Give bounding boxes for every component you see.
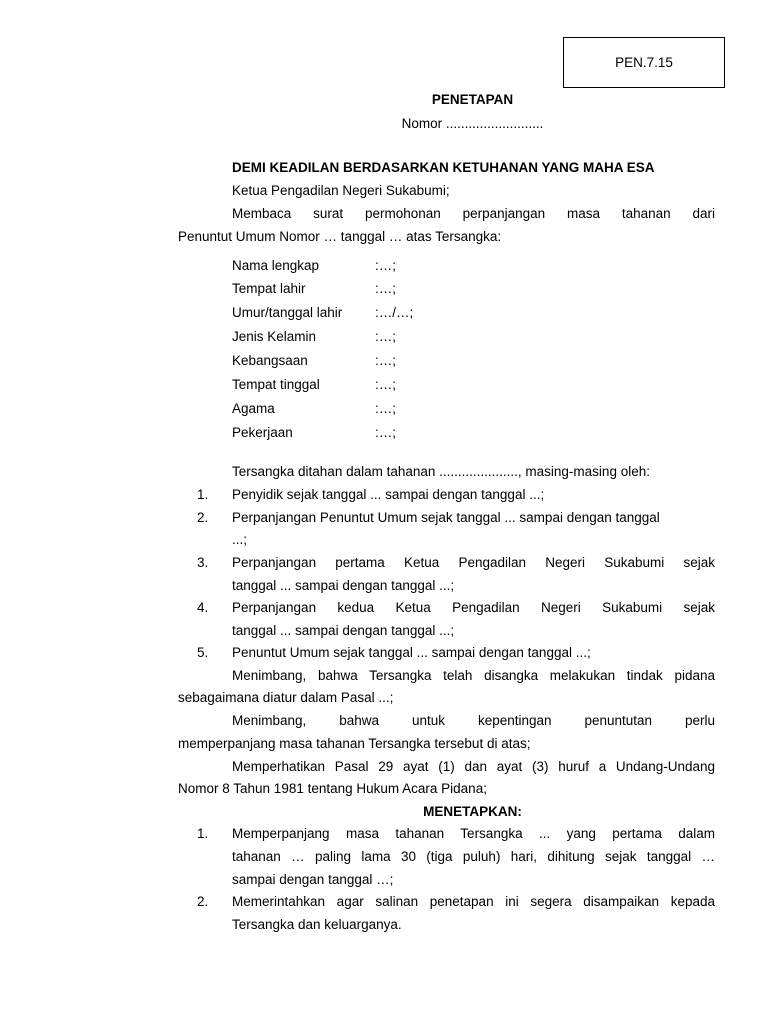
field-value: :…;	[375, 425, 397, 440]
list-text: Perpanjangan kedua Ketua Pengadilan Negeri Sukabumi sejak	[232, 600, 715, 615]
menimbang-1-line-2: sebagaimana diatur dalam Pasal ...;	[178, 690, 394, 705]
field-value: :…/…;	[375, 305, 414, 320]
field-label: Kebangsaan	[232, 353, 308, 368]
field-label: Nama lengkap	[232, 258, 320, 273]
memperhatikan-line-1: Memperhatikan Pasal 29 ayat (1) dan ayat (3) huruf a Undang-Undang	[232, 759, 715, 774]
field-label: Tempat tinggal	[232, 377, 320, 392]
list-number: 3.	[197, 555, 209, 570]
list-number: 1.	[197, 826, 209, 841]
field-label: Jenis Kelamin	[232, 329, 317, 344]
field-label: Agama	[232, 401, 275, 416]
membaca-line-1: Membaca surat permohonan perpanjangan masa tahanan dari	[232, 206, 715, 221]
form-code-box	[563, 37, 725, 88]
detention-intro: Tersangka ditahan dalam tahanan ....................., masing-masing oleh:	[232, 464, 650, 479]
list-text: Memerintahkan agar salinan penetapan ini segera disampaikan kepada	[232, 894, 715, 909]
list-text: Perpanjangan Penuntut Umum sejak tanggal ... sampai dengan tanggal	[232, 510, 660, 525]
document-title: PENETAPAN	[431, 92, 514, 107]
list-text: Penyidik sejak tanggal ... sampai dengan tanggal ...;	[232, 487, 545, 502]
field-label: Umur/tanggal lahir	[232, 305, 343, 320]
list-text-cont: Tersangka dan keluarganya.	[232, 917, 402, 932]
field-value: :…;	[375, 353, 397, 368]
field-value: :…;	[375, 281, 397, 296]
memperhatikan-line-2: Nomor 8 Tahun 1981 tentang Hukum Acara Pidana;	[178, 781, 487, 796]
membaca-line-2: Penuntut Umum Nomor … tanggal … atas Tersangka:	[178, 229, 502, 244]
list-number: 4.	[197, 600, 209, 615]
list-number: 5.	[197, 645, 209, 660]
menimbang-2-line-2: memperpanjang masa tahanan Tersangka tersebut di atas;	[178, 736, 531, 751]
menimbang-1-line-1: Menimbang, bahwa Tersangka telah disangka melakukan tindak pidana	[232, 668, 715, 683]
field-value: :…;	[375, 377, 397, 392]
heading: DEMI KEADILAN BERDASARKAN KETUHANAN YANG MAHA ESA	[232, 160, 655, 175]
list-text-cont: tanggal ... sampai dengan tanggal ...;	[232, 578, 455, 593]
list-text-cont: sampai dengan tanggal …;	[232, 872, 394, 887]
list-text: Perpanjangan pertama Ketua Pengadilan Negeri Sukabumi sejak	[232, 555, 715, 570]
list-text-cont: ...;	[232, 532, 248, 547]
list-number: 1.	[197, 487, 209, 502]
document-number: Nomor ..........................	[401, 116, 544, 131]
court-name: Ketua Pengadilan Negeri Sukabumi;	[232, 183, 450, 198]
field-label: Tempat lahir	[232, 281, 306, 296]
list-text: Penuntut Umum sejak tanggal ... sampai dengan tanggal ...;	[232, 645, 591, 660]
field-value: :…;	[375, 401, 397, 416]
menimbang-2-line-1: Menimbang, bahwa untuk kepentingan penuntutan perlu	[232, 713, 715, 728]
list-text-cont: tahanan … paling lama 30 (tiga puluh) hari, dihitung sejak tanggal …	[232, 849, 715, 864]
field-value: :…;	[375, 329, 397, 344]
menetapkan-heading: MENETAPKAN:	[423, 804, 522, 819]
field-label: Pekerjaan	[232, 425, 293, 440]
field-value: :…;	[375, 258, 397, 273]
list-number: 2.	[197, 894, 209, 909]
list-text: Memperpanjang masa tahanan Tersangka ... yang pertama dalam	[232, 826, 715, 841]
form-code: PEN.7.15	[615, 55, 673, 70]
list-text-cont: tanggal ... sampai dengan tanggal ...;	[232, 623, 455, 638]
list-number: 2.	[197, 510, 209, 525]
